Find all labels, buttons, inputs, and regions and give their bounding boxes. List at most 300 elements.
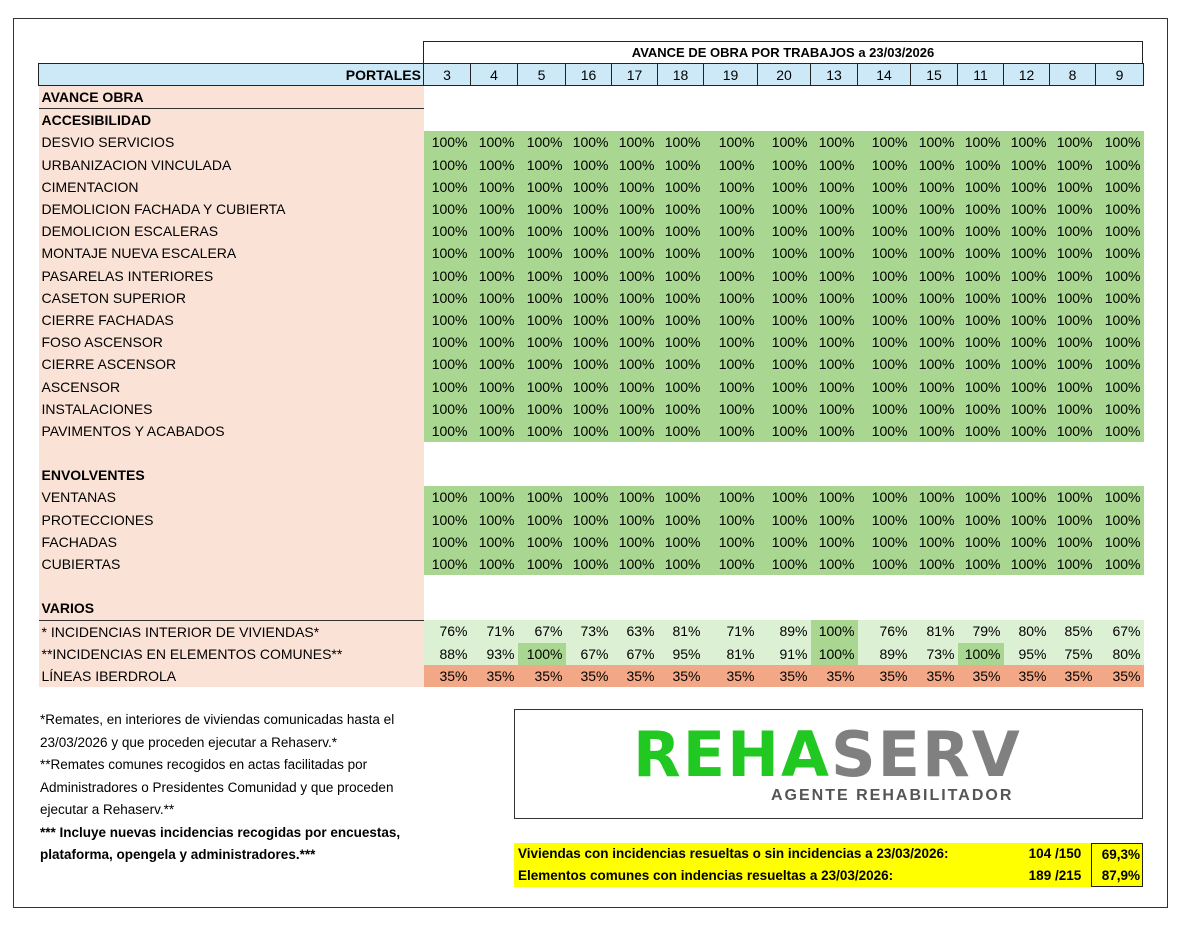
row-label: PROTECCIONES (39, 509, 424, 531)
progress-cell: 100% (471, 375, 518, 397)
progress-cell: 100% (612, 509, 658, 531)
progress-cell: 100% (704, 154, 758, 176)
section-heading-row (39, 597, 1144, 620)
progress-cell: 100% (811, 375, 858, 397)
progress-cell: 100% (612, 553, 658, 575)
progress-cell: 35% (518, 665, 566, 687)
table-row (39, 154, 1144, 176)
row-label: **INCIDENCIAS EN ELEMENTOS COMUNES** (39, 643, 424, 665)
progress-cell: 100% (612, 287, 658, 309)
progress-cell: 100% (658, 220, 704, 242)
portal-header: 5 (518, 64, 566, 86)
progress-cell: 100% (612, 154, 658, 176)
progress-cell: 100% (911, 531, 958, 553)
blank-row (39, 575, 1144, 597)
progress-cell: 100% (518, 131, 566, 153)
table-row (39, 176, 1144, 198)
progress-cell: 100% (471, 220, 518, 242)
progress-cell: 35% (858, 665, 911, 687)
progress-cell: 100% (566, 531, 612, 553)
progress-cell: 100% (518, 220, 566, 242)
progress-cell: 67% (1096, 620, 1144, 643)
progress-cell: 100% (1096, 420, 1144, 442)
progress-cell: 100% (858, 220, 911, 242)
portal-header: 4 (471, 64, 518, 86)
row-label: LÍNEAS IBERDROLA (39, 665, 424, 687)
progress-cell: 93% (471, 643, 518, 665)
progress-cell: 35% (1096, 665, 1144, 687)
progress-cell: 100% (471, 353, 518, 375)
progress-cell: 100% (758, 242, 811, 264)
progress-cell: 100% (566, 375, 612, 397)
progress-cell: 100% (424, 309, 471, 331)
table-row (39, 531, 1144, 553)
row-label: FOSO ASCENSOR (39, 331, 424, 353)
progress-cell: 100% (758, 331, 811, 353)
report-title: AVANCE DE OBRA POR TRABAJOS a 23/03/2026 (423, 41, 1143, 63)
progress-cell: 100% (518, 353, 566, 375)
section-heading: ENVOLVENTES (39, 464, 424, 486)
progress-cell: 100% (612, 198, 658, 220)
progress-cell: 100% (658, 176, 704, 198)
progress-cell: 100% (518, 531, 566, 553)
progress-cell: 80% (1096, 643, 1144, 665)
progress-cell: 35% (958, 665, 1004, 687)
progress-cell: 71% (471, 620, 518, 643)
progress-cell: 100% (811, 176, 858, 198)
summary-count: 104 /150 (1028, 846, 1082, 861)
portal-header: 8 (1050, 64, 1096, 86)
progress-cell: 35% (911, 665, 958, 687)
rehaserv-logo (514, 709, 1143, 819)
progress-cell: 100% (566, 420, 612, 442)
progress-cell: 80% (1004, 620, 1050, 643)
progress-cell: 89% (858, 643, 911, 665)
portal-header: 16 (566, 64, 612, 86)
progress-cell: 100% (758, 375, 811, 397)
progress-cell: 100% (424, 353, 471, 375)
progress-cell: 100% (811, 265, 858, 287)
progress-cell: 100% (1004, 331, 1050, 353)
summary-label: Viviendas con incidencias resueltas o sin incidencias a 23/03/2026: (518, 846, 949, 861)
table-row (39, 665, 1144, 687)
table-row (39, 398, 1144, 420)
progress-cell: 100% (424, 242, 471, 264)
progress-cell: 100% (704, 331, 758, 353)
progress-cell: 100% (658, 242, 704, 264)
progress-cell: 100% (1050, 375, 1096, 397)
progress-cell: 100% (518, 486, 566, 508)
progress-cell: 100% (704, 420, 758, 442)
progress-cell: 100% (758, 353, 811, 375)
progress-cell: 100% (704, 265, 758, 287)
progress-cell: 100% (704, 398, 758, 420)
row-label: DEMOLICION ESCALERAS (39, 220, 424, 242)
progress-cell: 100% (704, 309, 758, 331)
progress-cell: 100% (1096, 154, 1144, 176)
row-label: URBANIZACION VINCULADA (39, 154, 424, 176)
table-row (39, 331, 1144, 353)
progress-cell: 100% (658, 353, 704, 375)
progress-cell: 100% (1004, 398, 1050, 420)
progress-cell: 100% (658, 531, 704, 553)
progress-cell: 100% (471, 531, 518, 553)
logo-tagline: AGENTE REHABILITADOR (771, 787, 1014, 804)
progress-cell: 100% (704, 375, 758, 397)
progress-cell: 100% (911, 353, 958, 375)
progress-cell: 73% (911, 643, 958, 665)
progress-cell: 100% (858, 398, 911, 420)
row-label: PASARELAS INTERIORES (39, 265, 424, 287)
progress-cell: 100% (704, 353, 758, 375)
progress-cell: 100% (758, 486, 811, 508)
progress-cell: 76% (858, 620, 911, 643)
progress-cell: 100% (911, 220, 958, 242)
progress-cell: 100% (811, 486, 858, 508)
progress-cell: 100% (758, 309, 811, 331)
progress-cell: 100% (811, 531, 858, 553)
progress-cell: 100% (958, 287, 1004, 309)
progress-cell: 100% (858, 353, 911, 375)
progress-cell: 100% (1096, 353, 1144, 375)
row-label (39, 575, 424, 597)
progress-cell: 100% (1050, 420, 1096, 442)
progress-cell: 100% (566, 220, 612, 242)
portal-header: 14 (858, 64, 911, 86)
progress-cell: 100% (566, 265, 612, 287)
progress-cell: 100% (958, 398, 1004, 420)
progress-cell: 100% (658, 420, 704, 442)
progress-cell: 100% (1050, 131, 1096, 153)
progress-cell: 35% (1004, 665, 1050, 687)
row-label: VENTANAS (39, 486, 424, 508)
progress-cell: 100% (958, 509, 1004, 531)
progress-cell: 100% (612, 131, 658, 153)
progress-cell: 100% (471, 176, 518, 198)
progress-cell: 100% (566, 486, 612, 508)
progress-cell: 100% (471, 154, 518, 176)
progress-cell: 100% (1004, 309, 1050, 331)
empty-cell (424, 109, 1144, 132)
summary-percent: 87,9% (1091, 865, 1143, 887)
progress-cell: 100% (518, 309, 566, 331)
progress-cell: 100% (1004, 553, 1050, 575)
section-heading-row (39, 109, 1144, 132)
progress-cell: 100% (518, 154, 566, 176)
portal-header: 19 (704, 64, 758, 86)
progress-cell: 100% (1004, 198, 1050, 220)
progress-cell: 91% (758, 643, 811, 665)
progress-cell: 73% (566, 620, 612, 643)
progress-cell: 100% (1096, 375, 1144, 397)
progress-cell: 88% (424, 643, 471, 665)
progress-cell: 100% (1004, 486, 1050, 508)
table-row (39, 131, 1144, 153)
progress-cell: 100% (566, 398, 612, 420)
progress-cell: 100% (811, 509, 858, 531)
progress-cell: 100% (518, 198, 566, 220)
progress-cell: 100% (811, 220, 858, 242)
progress-cell: 100% (566, 131, 612, 153)
progress-cell: 100% (1050, 553, 1096, 575)
progress-cell: 100% (758, 198, 811, 220)
progress-cell: 100% (911, 198, 958, 220)
progress-cell: 100% (1096, 131, 1144, 153)
progress-cell: 35% (424, 665, 471, 687)
progress-cell: 100% (1004, 287, 1050, 309)
progress-cell: 100% (1050, 309, 1096, 331)
progress-cell: 100% (1050, 486, 1096, 508)
progress-cell: 100% (1004, 509, 1050, 531)
progress-cell: 100% (471, 198, 518, 220)
progress-cell: 100% (811, 242, 858, 264)
progress-cell: 35% (471, 665, 518, 687)
progress-cell: 100% (518, 287, 566, 309)
progress-cell: 100% (1050, 198, 1096, 220)
portal-header: 18 (658, 64, 704, 86)
progress-cell: 100% (811, 643, 858, 665)
progress-cell: 100% (424, 531, 471, 553)
progress-cell: 100% (518, 643, 566, 665)
progress-cell: 100% (1096, 265, 1144, 287)
progress-cell: 81% (658, 620, 704, 643)
progress-cell: 100% (858, 375, 911, 397)
progress-cell: 100% (424, 398, 471, 420)
progress-cell: 100% (566, 353, 612, 375)
progress-cell: 100% (518, 420, 566, 442)
progress-cell: 100% (811, 420, 858, 442)
row-label: INSTALACIONES (39, 398, 424, 420)
table-row (39, 220, 1144, 242)
row-label: CUBIERTAS (39, 553, 424, 575)
progress-cell: 100% (758, 398, 811, 420)
row-label: DEMOLICION FACHADA Y CUBIERTA (39, 198, 424, 220)
progress-cell: 100% (704, 220, 758, 242)
progress-cell: 100% (911, 509, 958, 531)
progress-cell: 100% (1096, 309, 1144, 331)
progress-cell: 100% (858, 331, 911, 353)
progress-cell: 100% (1096, 198, 1144, 220)
progress-cell: 100% (1050, 154, 1096, 176)
row-label: PAVIMENTOS Y ACABADOS (39, 420, 424, 442)
progress-cell: 100% (612, 353, 658, 375)
progress-cell: 35% (612, 665, 658, 687)
progress-cell: 100% (612, 398, 658, 420)
row-label: FACHADAS (39, 531, 424, 553)
portal-header: 3 (424, 64, 471, 86)
progress-cell: 35% (1050, 665, 1096, 687)
footnote-3: *** Incluye nuevas incidencias recogidas por encuestas, plataforma, opengela y administradores.*** (40, 824, 401, 862)
progress-cell: 100% (958, 309, 1004, 331)
blank-row (39, 442, 1144, 464)
progress-cell: 100% (704, 531, 758, 553)
progress-cell: 100% (1050, 265, 1096, 287)
table-row (39, 287, 1144, 309)
progress-cell: 100% (424, 265, 471, 287)
progress-cell: 100% (858, 531, 911, 553)
progress-cell: 100% (858, 509, 911, 531)
progress-cell: 67% (518, 620, 566, 643)
progress-cell: 100% (811, 331, 858, 353)
progress-cell: 100% (1004, 265, 1050, 287)
progress-cell: 100% (612, 420, 658, 442)
progress-cell: 100% (424, 220, 471, 242)
progress-cell: 100% (811, 154, 858, 176)
progress-cell: 100% (811, 309, 858, 331)
progress-cell: 100% (566, 287, 612, 309)
progress-cell: 100% (658, 265, 704, 287)
table-row (39, 198, 1144, 220)
progress-cell: 100% (758, 287, 811, 309)
progress-cell: 100% (704, 198, 758, 220)
progress-cell: 100% (811, 553, 858, 575)
progress-cell: 81% (911, 620, 958, 643)
progress-cell: 100% (958, 643, 1004, 665)
footnote-2: **Remates comunes recogidos en actas facilitadas por Administradores o Presidentes Comunidad y que proceden ejecutar a Rehaserv.** (40, 757, 394, 817)
logo-text-green: REHA (633, 718, 831, 791)
progress-cell: 100% (471, 398, 518, 420)
progress-cell: 100% (758, 420, 811, 442)
progress-cell: 100% (1096, 509, 1144, 531)
progress-cell: 100% (911, 553, 958, 575)
empty-cell (424, 464, 1144, 486)
progress-cell: 71% (704, 620, 758, 643)
progress-cell: 100% (858, 198, 911, 220)
progress-cell: 100% (471, 331, 518, 353)
progress-cell: 100% (958, 242, 1004, 264)
progress-cell: 100% (566, 331, 612, 353)
progress-cell: 100% (1050, 509, 1096, 531)
progress-cell: 100% (704, 486, 758, 508)
progress-cell: 67% (612, 643, 658, 665)
progress-cell: 100% (958, 154, 1004, 176)
progress-cell: 100% (1096, 242, 1144, 264)
progress-cell: 100% (612, 531, 658, 553)
progress-cell: 100% (858, 287, 911, 309)
progress-cell: 100% (1004, 353, 1050, 375)
portal-header: 11 (958, 64, 1004, 86)
progress-cell: 100% (471, 287, 518, 309)
progress-cell: 100% (758, 220, 811, 242)
progress-cell: 100% (424, 553, 471, 575)
section-heading: AVANCE OBRA (39, 86, 424, 109)
footnote-1: *Remates, en interiores de viviendas comunicadas hasta el 23/03/2026 y que proceden ejecutar a Rehaserv.* (40, 712, 395, 750)
progress-cell: 100% (958, 420, 1004, 442)
row-label (39, 442, 424, 464)
progress-cell: 100% (424, 486, 471, 508)
progress-cell: 100% (758, 509, 811, 531)
progress-cell: 100% (612, 220, 658, 242)
progress-cell: 100% (811, 131, 858, 153)
progress-cell: 35% (566, 665, 612, 687)
progress-cell: 100% (566, 242, 612, 264)
empty-cell (424, 442, 1144, 464)
progress-cell: 100% (958, 375, 1004, 397)
table-row (39, 553, 1144, 575)
progress-cell: 100% (858, 309, 911, 331)
progress-cell: 35% (704, 665, 758, 687)
table-row (39, 375, 1144, 397)
portal-header: 17 (612, 64, 658, 86)
row-label: DESVIO SERVICIOS (39, 131, 424, 153)
progress-cell: 100% (424, 176, 471, 198)
progress-cell: 100% (658, 398, 704, 420)
progress-cell: 67% (566, 643, 612, 665)
progress-cell: 100% (911, 375, 958, 397)
progress-cell: 100% (566, 176, 612, 198)
progress-cell: 85% (1050, 620, 1096, 643)
table-row (39, 509, 1144, 531)
progress-cell: 100% (566, 509, 612, 531)
progress-cell: 100% (758, 154, 811, 176)
portal-header: 15 (911, 64, 958, 86)
progress-cell: 100% (658, 309, 704, 331)
progress-cell: 100% (424, 131, 471, 153)
row-label: CASETON SUPERIOR (39, 287, 424, 309)
portal-header: 20 (758, 64, 811, 86)
table-row (39, 486, 1144, 508)
progress-cell: 100% (471, 486, 518, 508)
progress-cell: 100% (566, 309, 612, 331)
progress-cell: 63% (612, 620, 658, 643)
progress-cell: 100% (911, 154, 958, 176)
summary-percent: 69,3% (1091, 843, 1143, 865)
summary-row-elementos (514, 865, 1143, 887)
progress-cell: 100% (858, 154, 911, 176)
progress-cell: 100% (1050, 398, 1096, 420)
progress-cell: 100% (958, 353, 1004, 375)
table-row (39, 620, 1144, 643)
progress-cell: 100% (1096, 287, 1144, 309)
progress-cell: 100% (658, 154, 704, 176)
progress-cell: 100% (911, 309, 958, 331)
progress-cell: 100% (1050, 331, 1096, 353)
progress-cell: 100% (1004, 531, 1050, 553)
progress-cell: 100% (911, 331, 958, 353)
progress-cell: 100% (1096, 531, 1144, 553)
summary-count: 189 /215 (1028, 868, 1082, 883)
progress-cell: 100% (424, 331, 471, 353)
progress-cell: 100% (612, 176, 658, 198)
progress-cell: 75% (1050, 643, 1096, 665)
progress-cell: 100% (471, 309, 518, 331)
progress-cell: 100% (1050, 242, 1096, 264)
progress-cell: 100% (1096, 553, 1144, 575)
progress-cell: 100% (811, 353, 858, 375)
progress-cell: 100% (758, 531, 811, 553)
progress-cell: 95% (1004, 643, 1050, 665)
progress-cell: 100% (518, 331, 566, 353)
progress-cell: 100% (1050, 531, 1096, 553)
progress-cell: 76% (424, 620, 471, 643)
progress-cell: 100% (958, 553, 1004, 575)
progress-cell: 100% (471, 420, 518, 442)
progress-cell: 100% (858, 176, 911, 198)
progress-cell: 100% (811, 620, 858, 643)
empty-cell (424, 575, 1144, 597)
footnotes (40, 709, 425, 867)
progress-cell: 100% (704, 509, 758, 531)
progress-cell: 100% (958, 198, 1004, 220)
progress-cell: 100% (658, 331, 704, 353)
summary-label: Elementos comunes con indencias resueltas a 23/03/2026: (518, 868, 894, 883)
section-heading: VARIOS (39, 597, 424, 620)
progress-cell: 100% (704, 176, 758, 198)
progress-cell: 100% (1050, 176, 1096, 198)
progress-cell: 100% (518, 375, 566, 397)
progress-cell: 100% (1050, 353, 1096, 375)
progress-cell: 100% (758, 176, 811, 198)
